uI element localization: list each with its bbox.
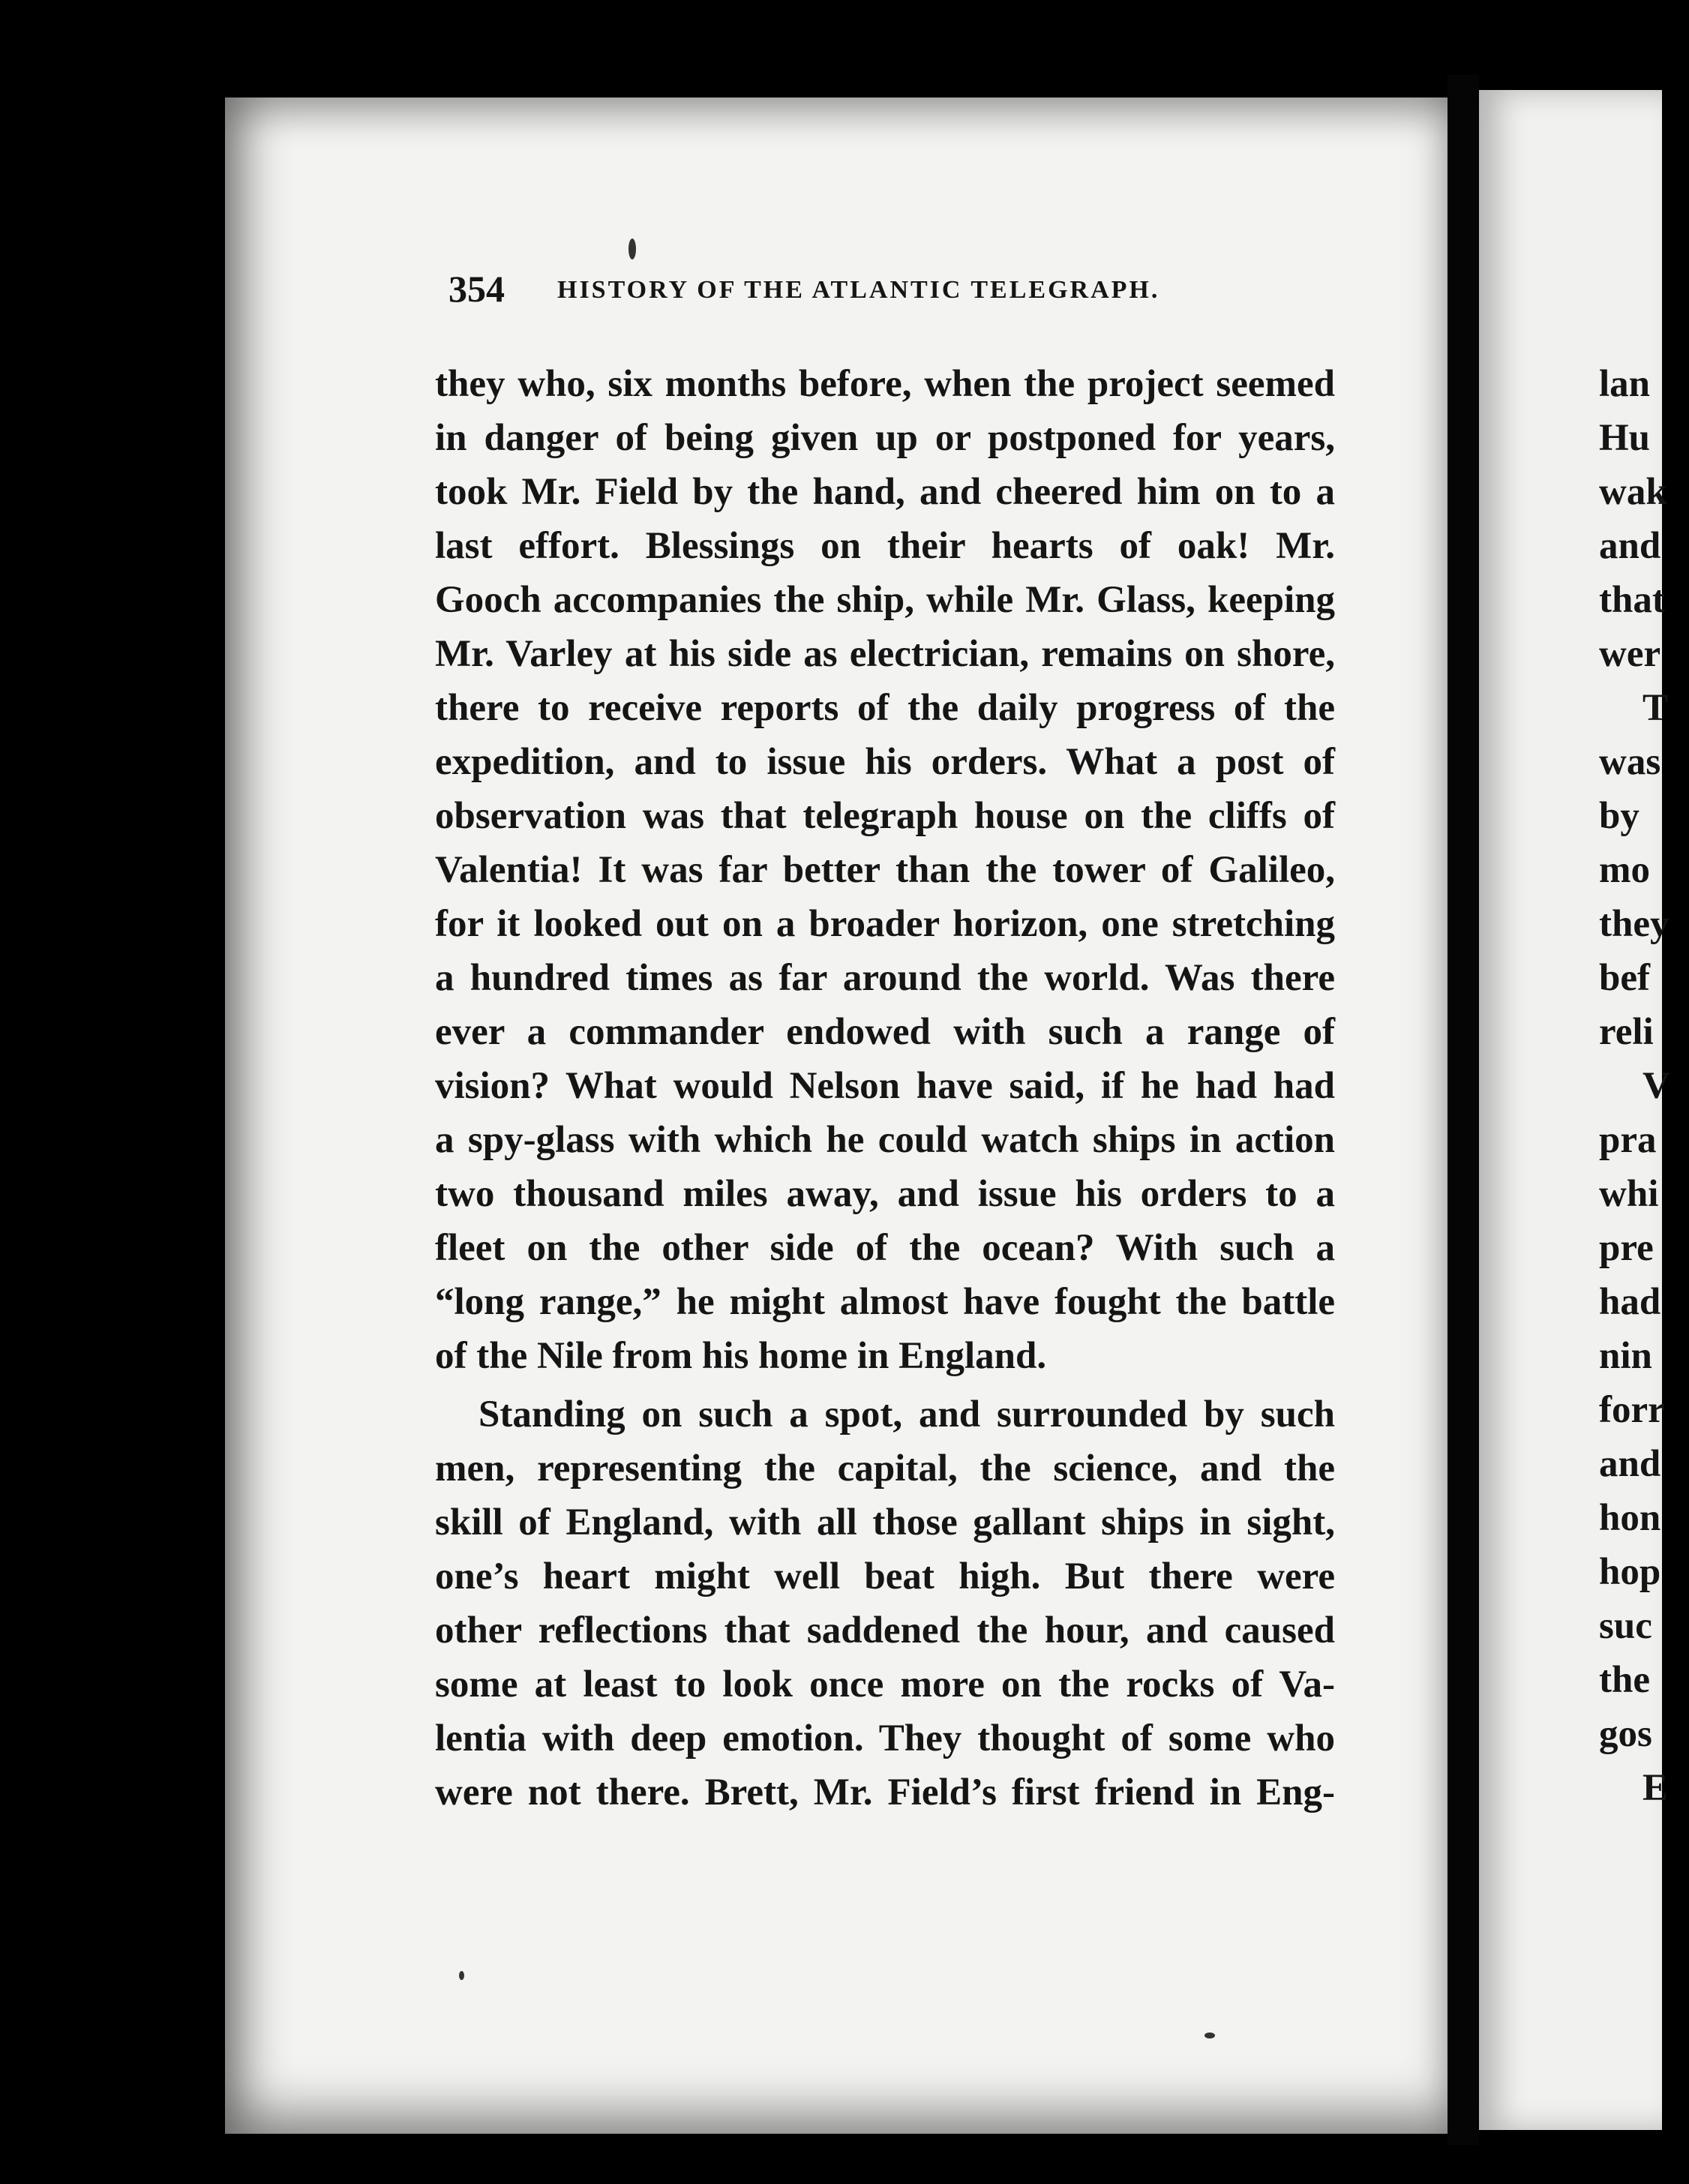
text-line: Mr. Varley at his side as electrician, remains on shore, [435, 633, 1335, 675]
facing-line: and [1599, 1443, 1661, 1485]
text-line: last effort. Blessings on their hearts of oak! Mr. [435, 525, 1335, 567]
text-line: they who, six months before, when the project seemed [435, 363, 1335, 405]
facing-line: V [1642, 1065, 1670, 1107]
running-title: HISTORY OF THE ATLANTIC TELEGRAPH. [557, 276, 1160, 304]
paragraph-2 [435, 1388, 1335, 1820]
text-line: lentia with deep emotion. They thought of some who [435, 1718, 1335, 1760]
facing-line: wak [1599, 471, 1667, 513]
facing-line: nin [1599, 1335, 1652, 1377]
text-line: took Mr. Field by the hand, and cheered him on to a [435, 471, 1335, 513]
facing-line: and [1599, 525, 1661, 567]
facing-line: gos [1599, 1713, 1652, 1755]
text-line: one’s heart might well beat high. But there were [435, 1556, 1335, 1598]
running-head [448, 267, 1334, 312]
text-line: in danger of being given up or postponed for years, [435, 417, 1335, 459]
scan-speck [1204, 2032, 1215, 2038]
text-line: of the Nile from his home in England. [435, 1335, 1047, 1377]
facing-line: reli [1599, 1011, 1654, 1053]
facing-line: had [1599, 1281, 1661, 1323]
facing-line: was [1599, 741, 1661, 783]
text-line: skill of England, with all those gallant ships in sight, [435, 1502, 1335, 1544]
facing-line: wer [1599, 633, 1661, 675]
facing-line: whi [1599, 1173, 1659, 1215]
facing-page-text [1599, 357, 1689, 1815]
text-line: Gooch accompanies the ship, while Mr. Glass, keeping [435, 579, 1335, 621]
facing-line: mo [1599, 849, 1650, 891]
text-line: expedition, and to issue his orders. What a post of [435, 741, 1335, 783]
facing-line: pra [1599, 1119, 1657, 1161]
facing-line: hon [1599, 1497, 1661, 1539]
text-line: men, representing the capital, the science, and the [435, 1448, 1335, 1490]
text-line: other reflections that saddened the hour, and caused [435, 1610, 1335, 1652]
text-line: fleet on the other side of the ocean? With such a [435, 1227, 1335, 1269]
facing-line: T [1642, 687, 1669, 729]
text-line: there to receive reports of the daily progress of the [435, 687, 1335, 729]
paragraph-1 [435, 357, 1335, 1383]
facing-line: hop [1599, 1551, 1661, 1593]
scan-speck [628, 238, 636, 260]
facing-line: forr [1599, 1389, 1665, 1431]
facing-line: by [1599, 795, 1640, 837]
text-line: vision? What would Nelson have said, if he had had [435, 1065, 1335, 1107]
facing-line: the [1599, 1659, 1650, 1701]
facing-line: E [1642, 1767, 1669, 1809]
text-line: observation was that telegraph house on the cliffs of [435, 795, 1335, 837]
facing-line: Hu [1599, 417, 1651, 459]
text-line: Valentia! It was far better than the tower of Galileo, [435, 849, 1335, 891]
text-line: were not there. Brett, Mr. Field’s first friend in Eng- [435, 1772, 1335, 1814]
text-line: for it looked out on a broader horizon, one stretching [435, 903, 1335, 945]
facing-line: pre [1599, 1227, 1654, 1269]
book-gutter [1448, 75, 1479, 2145]
facing-line: suc [1599, 1605, 1652, 1647]
facing-line: that [1599, 579, 1665, 621]
text-line: ever a commander endowed with such a range of [435, 1011, 1335, 1053]
text-line: a spy-glass with which he could watch ships in action [435, 1119, 1335, 1161]
text-line: Standing on such a spot, and surrounded by such [478, 1394, 1335, 1436]
text-line: two thousand miles away, and issue his orders to a [435, 1173, 1335, 1215]
text-line: some at least to look once more on the rocks of Va- [435, 1664, 1335, 1706]
facing-line: they [1599, 903, 1670, 945]
body-text [435, 357, 1335, 1820]
text-line: a hundred times as far around the world. Was there [435, 957, 1335, 999]
facing-line: lan [1599, 363, 1651, 405]
page-number: 354 [448, 268, 505, 310]
scan-speck [459, 1971, 464, 1980]
facing-line: bef [1599, 957, 1650, 999]
text-line: “long range,” he might almost have fought the battle [435, 1281, 1335, 1323]
